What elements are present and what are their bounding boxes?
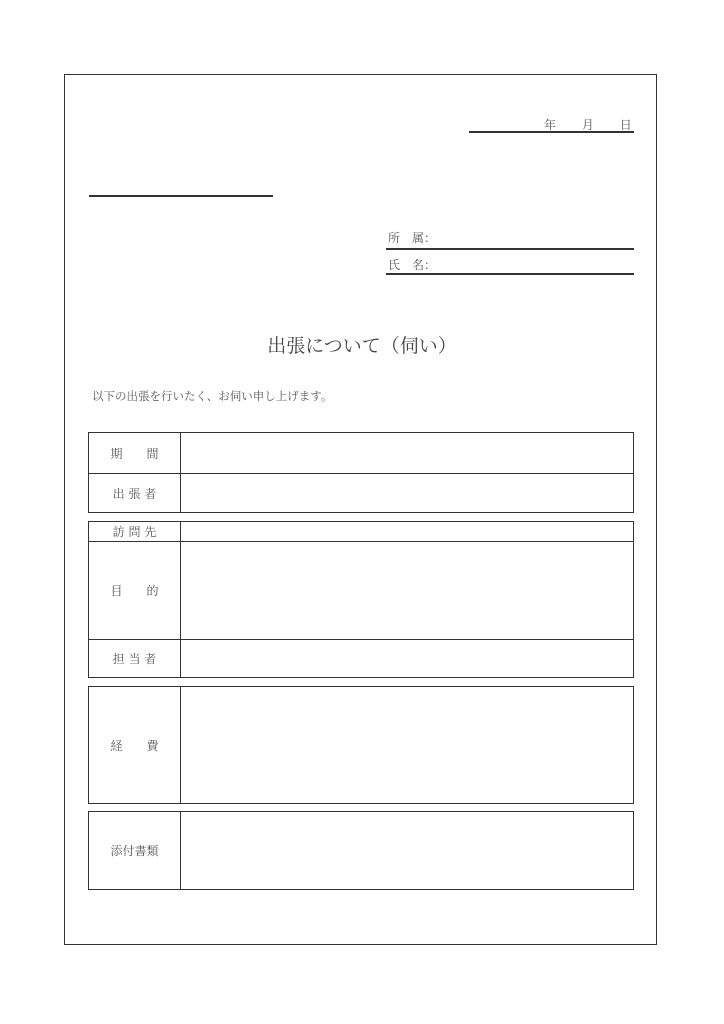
row-contact-person (89, 639, 633, 677)
table-attachments (88, 811, 634, 890)
attachments-input[interactable] (182, 812, 633, 889)
traveler-label: 出 張 者 (89, 474, 181, 512)
expenses-input[interactable] (182, 687, 633, 803)
attachments-label: 添付書類 (89, 812, 181, 889)
date-day-label: 日 (619, 118, 632, 132)
row-period (89, 433, 633, 473)
affiliation-underline (386, 248, 634, 250)
recipient-line[interactable] (89, 195, 273, 197)
date-underline (469, 131, 634, 133)
traveler-input[interactable] (182, 474, 633, 512)
name-label: 氏 名： (388, 258, 437, 272)
row-traveler (89, 473, 633, 512)
row-attachments (89, 812, 633, 889)
name-underline (386, 273, 634, 275)
name-input[interactable] (440, 254, 630, 272)
date-month-label: 月 (581, 118, 594, 132)
destination-label: 訪 問 先 (89, 522, 181, 541)
date-year-label: 年 (544, 118, 557, 132)
table-period-traveler (88, 432, 634, 513)
table-destination-purpose (88, 521, 634, 678)
table-expenses (88, 686, 634, 804)
row-destination (89, 522, 633, 541)
destination-input[interactable] (182, 522, 633, 541)
contact-person-input[interactable] (182, 640, 633, 677)
intro-text: 以下の出張を行いたく、お伺い申し上げます。 (92, 389, 333, 403)
period-label: 期 間 (89, 433, 181, 473)
affiliation-input[interactable] (440, 227, 630, 245)
contact-person-label: 担 当 者 (89, 640, 181, 677)
document-title: 出張について（伺い） (267, 335, 457, 357)
row-purpose (89, 541, 633, 639)
purpose-input[interactable] (182, 542, 633, 639)
purpose-label: 目 的 (89, 542, 181, 639)
period-input[interactable] (182, 433, 633, 473)
row-expenses (89, 687, 633, 803)
affiliation-label: 所 属： (388, 231, 437, 245)
expenses-label: 経 費 (89, 687, 181, 803)
